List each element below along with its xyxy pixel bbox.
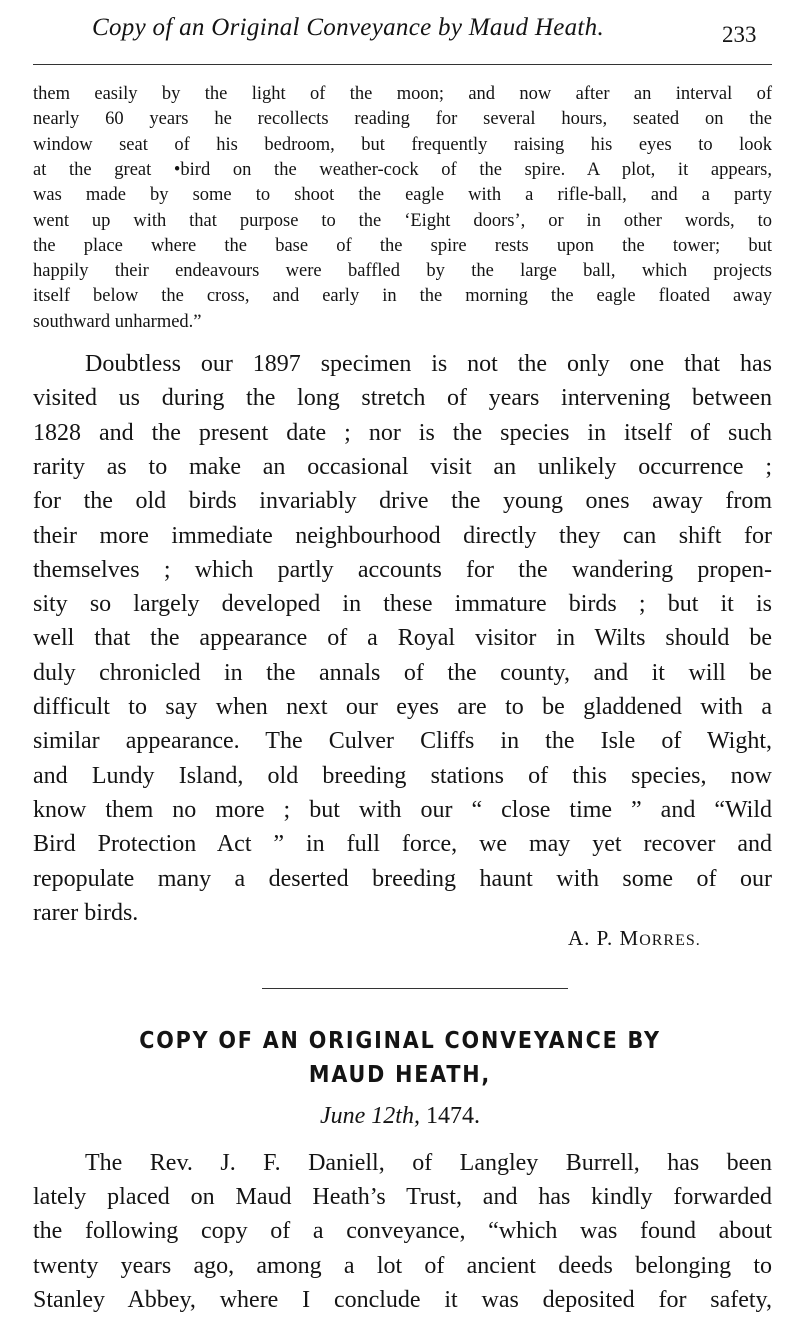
signature xyxy=(568,926,701,951)
text-line: know them no more ; but with our “ close time ” and “Wild xyxy=(33,796,772,823)
text-line: well that the appearance of a Royal visitor in Wilts should be xyxy=(33,625,772,652)
text-line: similar appearance. The Culver Cliffs in the Isle of Wight, xyxy=(33,728,772,755)
text-line: them easily by the light of the moon; and now after an interval of xyxy=(33,84,772,104)
running-title: Copy of an Original Conveyance by Maud Heath. xyxy=(92,14,605,41)
text-line: the place where the base of the spire rests upon the tower; but xyxy=(33,235,772,256)
text-line: for the old birds invariably drive the young ones away from xyxy=(33,488,772,515)
header-rule xyxy=(33,64,772,65)
article-title-line-1: COPY OF AN ORIGINAL CONVEYANCE BY xyxy=(139,1028,661,1054)
text-line: Doubtless our 1897 specimen is not the only one that has xyxy=(85,351,772,377)
text-line: The Rev. J. F. Daniell, of Langley Burrell, has been xyxy=(85,1150,772,1176)
text-line: 1828 and the present date ; nor is the species in itself of such xyxy=(33,419,772,446)
text-line: happily their endeavours were baffled by the large ball, which projects xyxy=(33,261,772,282)
text-line: and Lundy Island, old breeding stations of this species, now xyxy=(33,762,772,789)
text-line: southward unharmed.” xyxy=(33,311,202,332)
text-line: visited us during the long stretch of years intervening between xyxy=(33,385,772,412)
text-line: lately placed on Maud Heath’s Trust, and has kindly forwarded xyxy=(33,1184,772,1211)
text-line: nearly 60 years he recollects reading for several hours, seated on the xyxy=(33,109,772,130)
text-line: their more immediate neighbourhood directly they can shift for xyxy=(33,522,772,549)
article-date xyxy=(0,1103,800,1130)
article-title-line-2: MAUD HEATH, xyxy=(308,1062,492,1088)
text-line: the following copy of a conveyance, “which was found about xyxy=(33,1218,772,1245)
text-line: window seat of his bedroom, but frequently raising his eyes to look xyxy=(33,134,772,155)
article-date-year: 1474. xyxy=(425,1103,480,1129)
text-line: at the great •bird on the weather-cock of the spire. A plot, it appears, xyxy=(33,159,772,180)
text-line: twenty years ago, among a lot of ancient deeds belonging to xyxy=(33,1252,772,1279)
signature-initials: A. P. M xyxy=(568,926,640,950)
text-line: went up with that purpose to the ‘Eight doors’, or in other words, to xyxy=(33,210,772,231)
text-line: themselves ; which partly accounts for the wandering propen- xyxy=(33,556,772,583)
text-line: itself below the cross, and early in the morning the eagle floated away xyxy=(33,286,772,307)
text-line: sity so largely developed in these immature birds ; but it is xyxy=(33,591,772,618)
section-divider xyxy=(262,988,568,989)
text-line: Stanley Abbey, where I conclude it was deposited for safety, xyxy=(33,1286,772,1313)
text-line: difficult to say when next our eyes are to be gladdened with a xyxy=(33,694,772,720)
text-line: repopulate many a deserted breeding haunt with some of our xyxy=(33,865,772,892)
article-date-day: June 12th, xyxy=(320,1103,420,1129)
signature-surname: ORRES. xyxy=(639,932,701,949)
text-line: Bird Protection Act ” in full force, we may yet recover and xyxy=(33,831,772,858)
text-line: duly chronicled in the annals of the county, and it will be xyxy=(33,659,772,686)
page-number: 233 xyxy=(722,22,757,47)
text-line: was made by some to shoot the eagle with a rifle-ball, and a party xyxy=(33,185,772,206)
text-line: rarer birds. xyxy=(33,899,139,926)
text-line: rarity as to make an occasional visit an unlikely occurrence ; xyxy=(33,453,772,480)
